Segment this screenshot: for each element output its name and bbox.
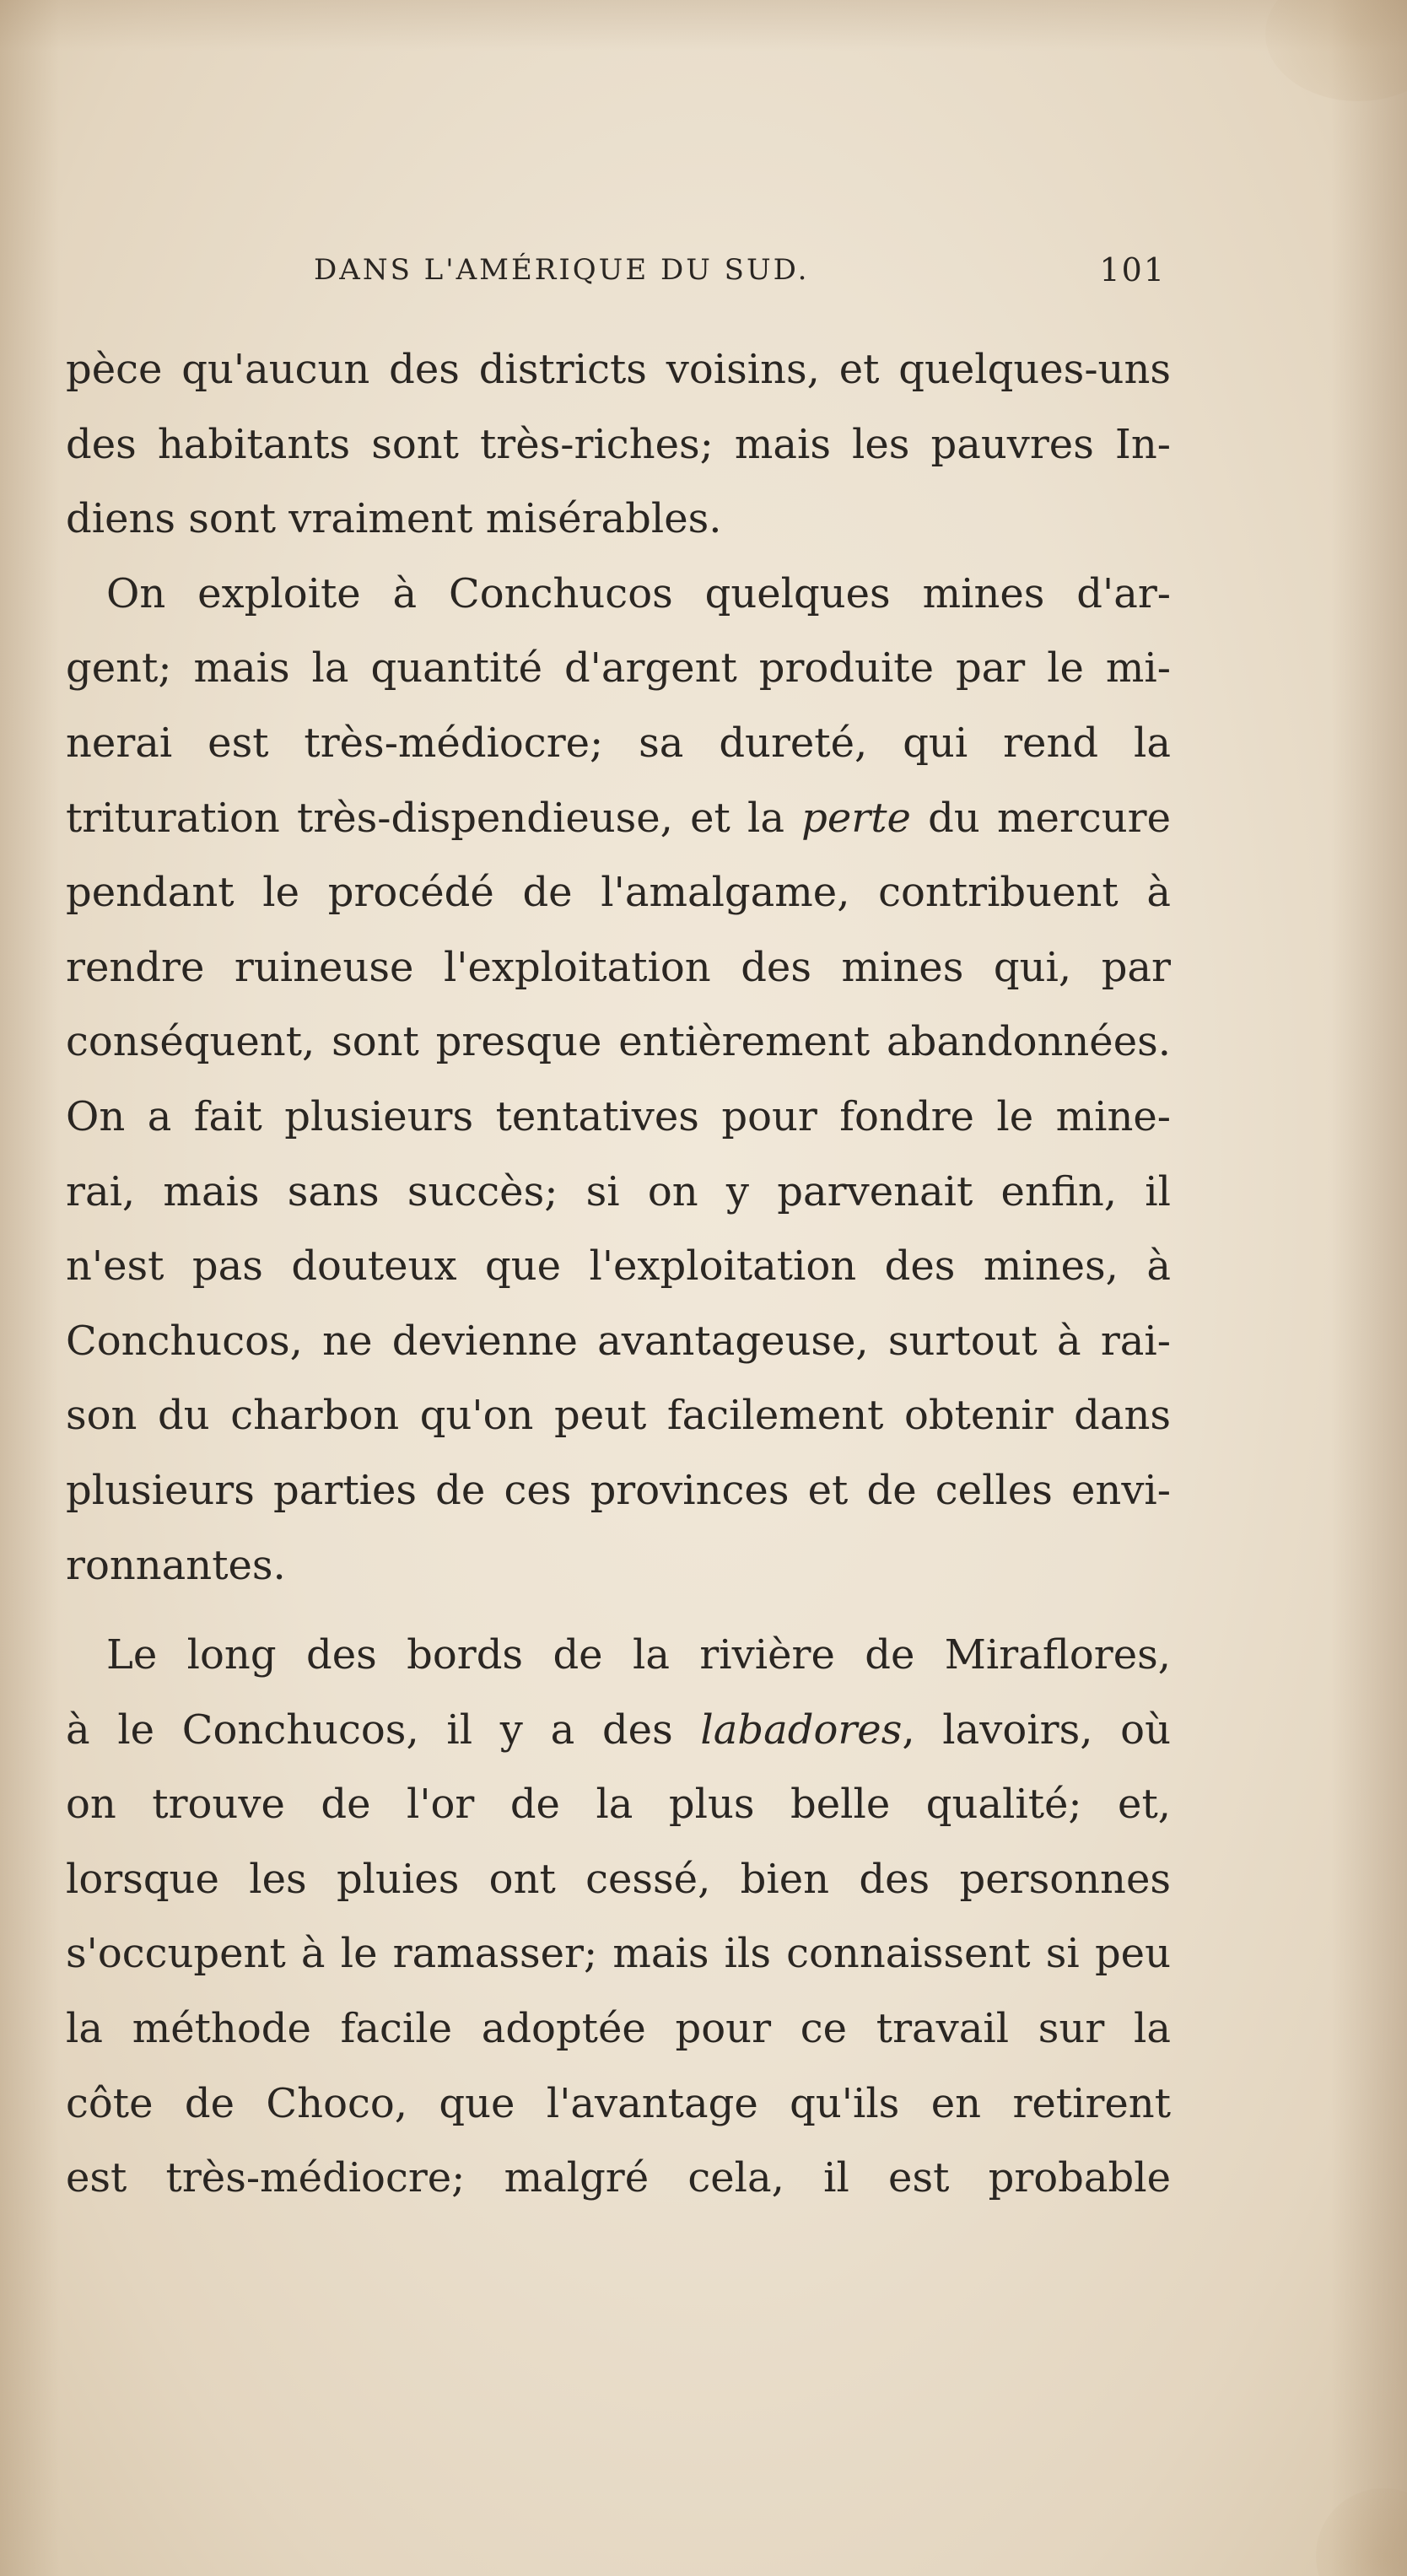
text-line: pèce qu'aucun des districts voisins, et quelques-uns <box>66 346 1171 393</box>
text-line: n'est pas douteux que l'exploitation des mines, à <box>66 1242 1171 1291</box>
text-line: des habitants sont très-riches; mais les pauvres In- <box>66 420 1171 468</box>
text-line: On a fait plusieurs tentatives pour fondre le mine- <box>66 1092 1171 1140</box>
italic-term: labadores <box>700 1706 903 1754</box>
text-line: rai, mais sans succès; si on y parvenait enfin, il <box>66 1167 1171 1215</box>
text-line-with-italic <box>66 1693 1171 1768</box>
text-line: côte de Choco, que l'avantage qu'ils en retirent <box>66 2079 1171 2127</box>
text-line: conséquent, sont presque entièrement abandonnées. <box>66 1018 1171 1066</box>
text-line: son du charbon qu'on peut facilement obtenir dans <box>66 1392 1171 1440</box>
text-line: pendant le procédé de l'amalgame, contribuent à <box>66 869 1171 917</box>
text-line: gent; mais la quantité d'argent produite par le mi- <box>66 644 1171 693</box>
running-head: DANS L'AMÉRIQUE DU SUD. <box>314 253 810 287</box>
paragraph-start-line: Le long des bords de la rivière de Miraflores, <box>106 1631 1171 1679</box>
paragraph-start-line: On exploite à Conchucos quelques mines d'ar- <box>106 569 1171 617</box>
italic-term: perte <box>801 794 911 842</box>
line-segment: , lavoirs, où <box>902 1706 1171 1754</box>
paper-stain <box>1316 2488 1407 2576</box>
line-segment: à le Conchucos, il y a des <box>66 1706 673 1754</box>
text-line: ronnantes. <box>66 1541 286 1589</box>
text-line: Conchucos, ne devienne avantageuse, surtout à rai- <box>66 1317 1171 1365</box>
text-line: on trouve de l'or de la plus belle qualité; et, <box>66 1781 1171 1829</box>
text-line: s'occupent à le ramasser; mais ils connaissent si peu <box>66 1930 1171 1978</box>
text-line: est très-médiocre; malgré cela, il est probable <box>66 2154 1171 2202</box>
text-line: plusieurs parties de ces provinces et de celles envi- <box>66 1466 1171 1514</box>
page-edge-shadow-right <box>1331 0 1407 2576</box>
page-header <box>314 246 1166 294</box>
text-line-with-italic <box>66 781 1171 856</box>
page-edge-shadow-left <box>0 0 59 2576</box>
text-line: la méthode facile adoptée pour ce travail sur la <box>66 2005 1171 2053</box>
text-line: nerai est très-médiocre; sa dureté, qui rend la <box>66 719 1171 767</box>
page-edge-shadow-top <box>0 0 1407 51</box>
line-segment: trituration très-dispendieuse, et la <box>66 794 784 842</box>
body-text <box>66 332 1171 2216</box>
text-line: rendre ruineuse l'exploitation des mines qui, par <box>66 943 1171 991</box>
text-line: lorsque les pluies ont cessé, bien des personnes <box>66 1855 1171 1903</box>
paper-stain <box>1265 0 1407 101</box>
text-line: diens sont vraiment misérables. <box>66 495 722 543</box>
line-segment: du mercure <box>928 794 1171 842</box>
page-number: 101 <box>1099 251 1166 288</box>
